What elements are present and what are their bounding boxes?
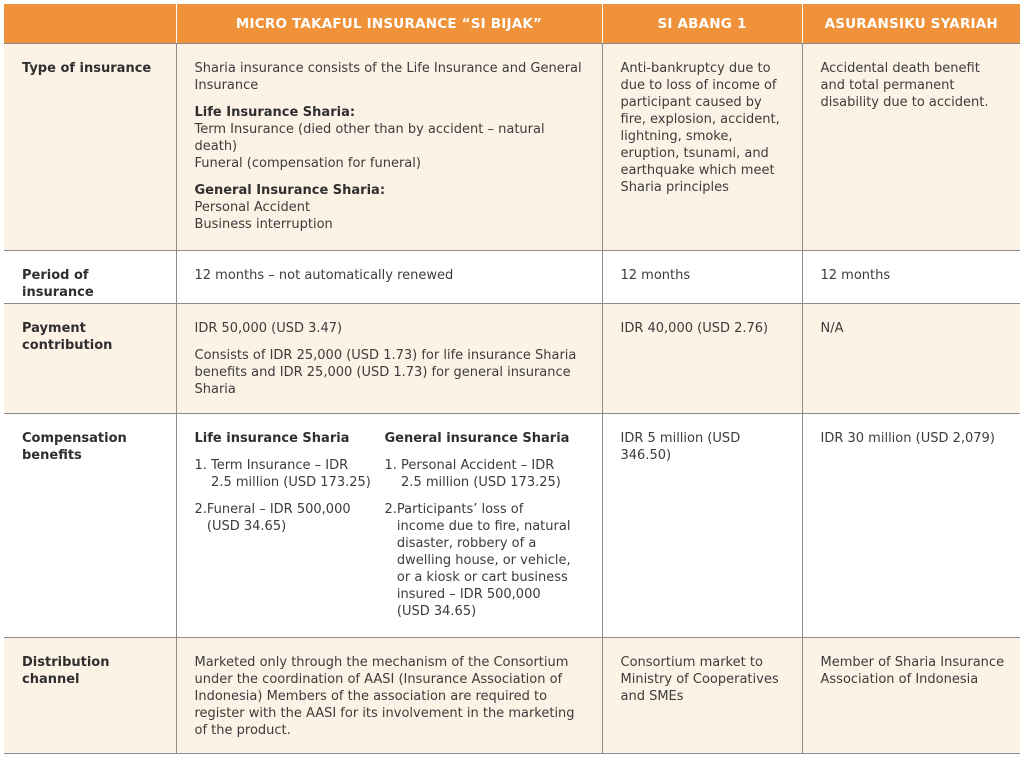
row-label-compensation: Compensation benefits bbox=[4, 414, 176, 638]
life-insurance-heading: Life Insurance Sharia: bbox=[194, 105, 356, 120]
row-label-type: Type of insurance bbox=[4, 44, 176, 251]
cell-distribution-si-abang: Consortium market to Ministry of Cooperatives and SMEs bbox=[602, 638, 802, 754]
row-payment bbox=[4, 304, 1020, 414]
row-label-distribution: Distribution channel bbox=[4, 638, 176, 754]
cell-period-si-bijak: 12 months – not automatically renewed bbox=[176, 251, 602, 304]
comp-life-item-1 bbox=[195, 457, 373, 491]
comp-general-item-1 bbox=[385, 457, 575, 491]
general-item-business: Business interruption bbox=[194, 217, 333, 232]
payment-amount: IDR 50,000 (USD 3.47) bbox=[194, 321, 343, 336]
comp-life-text-1: Term Insurance – IDR 2.5 million (USD 173.25) bbox=[211, 458, 371, 490]
comp-general-num-1: 1. bbox=[384, 458, 402, 473]
comp-life-heading: Life insurance Sharia bbox=[194, 431, 350, 446]
cell-type-asuransiku: Accidental death benefit and total permanent disability due to accident. bbox=[802, 44, 1020, 251]
comp-life-item-2 bbox=[195, 501, 373, 535]
row-label-payment: Payment contribution bbox=[4, 304, 176, 414]
life-item-term: Term Insurance (died other than by accident – natural death) bbox=[194, 122, 545, 154]
comp-life-num-2: 2. bbox=[194, 502, 207, 517]
cell-distribution-asuransiku: Member of Sharia Insurance Association of Indonesia bbox=[802, 638, 1020, 754]
cell-payment-si-abang: IDR 40,000 (USD 2.76) bbox=[602, 304, 802, 414]
row-period bbox=[4, 251, 1020, 304]
row-compensation bbox=[4, 414, 1020, 638]
comp-general-item-2 bbox=[385, 501, 575, 620]
comp-general-text-1: Personal Accident – IDR 2.5 million (USD 173.25) bbox=[401, 458, 561, 490]
header-asuransiku: ASURANSIKU SYARIAH bbox=[802, 4, 1020, 44]
row-type-of-insurance bbox=[4, 44, 1020, 251]
comp-general-text-2: Participants’ loss of income due to fire, natural disaster, robbery of a dwelling house, or vehicle, or a kiosk or cart business insured – IDR 500,000 (USD 34.65) bbox=[396, 502, 571, 619]
general-insurance-heading: General Insurance Sharia: bbox=[194, 183, 386, 198]
general-item-accident: Personal Accident bbox=[194, 200, 311, 215]
header-empty-cell bbox=[4, 4, 176, 44]
cell-type-si-abang: Anti-bankruptcy due to due to loss of income of participant caused by fire, explosion, accident, lightning, smoke, eruption, tsunami, and earthquake which meet Sharia principles bbox=[602, 44, 802, 251]
payment-breakdown: Consists of IDR 25,000 (USD 1.73) for life insurance Sharia benefits and IDR 25,000 (USD 1.73) for general insurance Sharia bbox=[194, 348, 577, 397]
cell-type-si-bijak bbox=[176, 44, 602, 251]
row-label-period: Period of insurance bbox=[4, 251, 176, 304]
cell-compensation-si-abang: IDR 5 million (USD 346.50) bbox=[602, 414, 802, 638]
cell-payment-asuransiku: N/A bbox=[802, 304, 1020, 414]
comp-life-num-1: 1. bbox=[194, 458, 212, 473]
type-intro: Sharia insurance consists of the Life Insurance and General Insurance bbox=[194, 61, 582, 93]
life-item-funeral: Funeral (compensation for funeral) bbox=[194, 156, 421, 171]
header-si-abang: SI ABANG 1 bbox=[602, 4, 802, 44]
cell-compensation-si-bijak bbox=[176, 414, 602, 638]
comp-general-num-2: 2. bbox=[384, 502, 397, 517]
cell-period-asuransiku: 12 months bbox=[802, 251, 1020, 304]
cell-compensation-asuransiku: IDR 30 million (USD 2,079) bbox=[802, 414, 1020, 638]
cell-period-si-abang: 12 months bbox=[602, 251, 802, 304]
comp-life-text-2: Funeral – IDR 500,000 (USD 34.65) bbox=[206, 502, 351, 534]
comparison-table bbox=[4, 4, 1020, 754]
header-si-bijak: MICRO TAKAFUL INSURANCE “SI BIJAK” bbox=[176, 4, 602, 44]
row-distribution bbox=[4, 638, 1020, 754]
comp-general-heading: General insurance Sharia bbox=[384, 431, 570, 446]
header-row bbox=[4, 4, 1020, 44]
cell-payment-si-bijak bbox=[176, 304, 602, 414]
cell-distribution-si-bijak: Marketed only through the mechanism of the Consortium under the coordination of AASI (Insurance Association of Indonesia) Members of the association are required to register with the AASI for its involvement in the marketing of the product. bbox=[176, 638, 602, 754]
